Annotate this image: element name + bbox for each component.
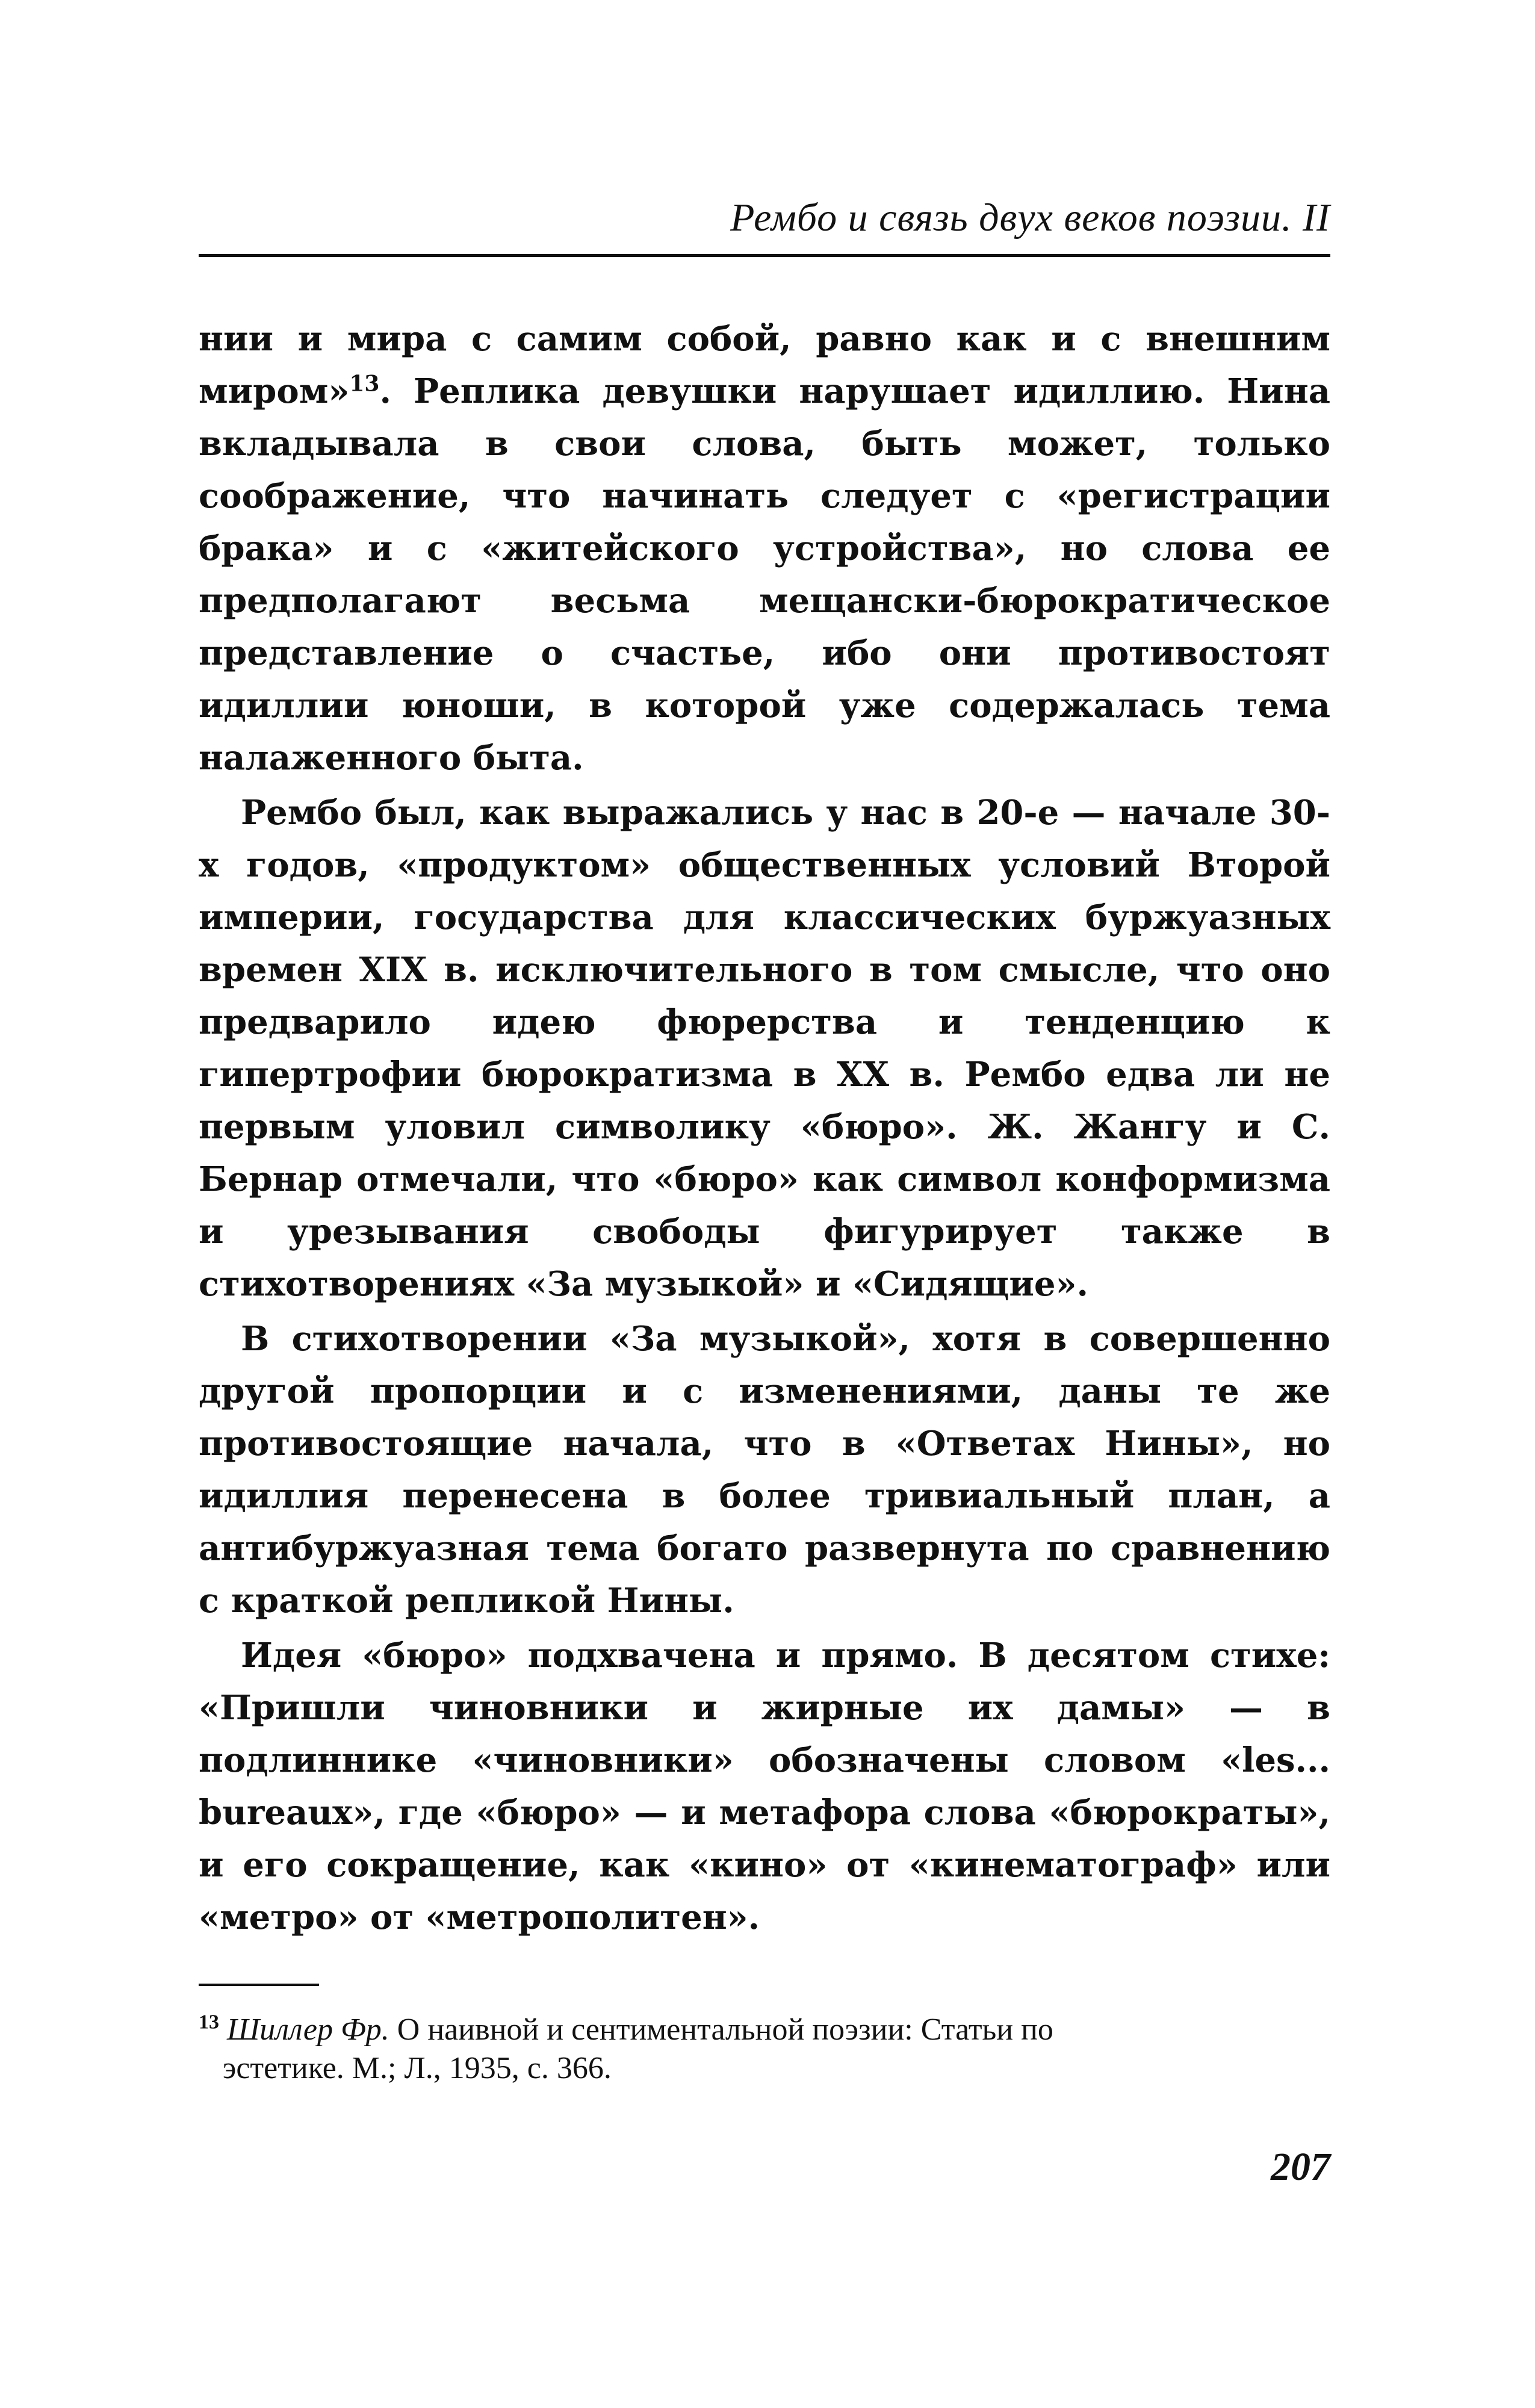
running-head: Рембо и связь двух веков поэзии. II — [730, 196, 1330, 240]
footnote-rule — [199, 1984, 319, 1986]
paragraph-3: В стихотворении «За музыкой», хотя в совершенно другой пропорции и с изменениями, даны те же противостоящие начала, что в «Ответах Нины», но идиллия перенесена в более тривиальный план, а антибуржуазная тема богато развернута по сравнению с краткой репликой Нины. — [199, 1319, 1330, 1621]
paragraph-1 — [199, 313, 1330, 784]
header-rule — [199, 254, 1330, 257]
paragraph-1-start: нии и мира с самим собой, равно как и с внешним миром» — [199, 319, 1330, 411]
footnote-continuation: эстетике. М.; Л., 1935, с. 366. — [223, 2051, 612, 2085]
paragraph-1-end: . Реплика девушки нарушает идиллию. Нина вкладывала в свои слова, быть может, только соображение, что начинать следует с «регистрации брака» и с «житейского устройства», но слова ее предполагают весьма мещански-бюрократическое представление о счастье, ибо они противостоят идиллии юноши, в которой уже содержалась тема налаженного быта. — [199, 371, 1330, 778]
page-number: 207 — [1271, 2145, 1330, 2189]
footnote-mark: 13 — [199, 2011, 219, 2034]
footnote-text: О наивной и сентиментальной поэзии: Статьи по — [389, 2012, 1053, 2047]
footnote-author: Шиллер Фр. — [227, 2012, 389, 2047]
footnote — [199, 2011, 1330, 2088]
footnote-reference: 13 — [349, 371, 380, 397]
paragraph-4: Идея «бюро» подхвачена и прямо. В десятом стихе: «Пришли чиновники и жирные их дамы» — в подлиннике «чиновники» обозначены словом «les... bureaux», где «бюро» — и метафора слова «бюрократы», и его сокращение, как «кино» от «кинематограф» или «метро» от «метрополитен». — [199, 1636, 1330, 1937]
paragraph-2: Рембо был, как выражались у нас в 20-е — начале 30-х годов, «продуктом» общественных условий Второй империи, государства для классических буржуазных времен XIX в. исключительного в том смысле, что оно предварило идею фюрерства и тенденцию к гипертрофии бюрократизма в XX в. Рембо едва ли не первым уловил символику «бюро». Ж. Жангу и С. Бернар отмечали, что «бюро» как символ конформизма и урезывания свободы фигурирует также в стихотворениях «За музыкой» и «Сидящие». — [199, 793, 1330, 1304]
body-text — [199, 313, 1330, 1944]
